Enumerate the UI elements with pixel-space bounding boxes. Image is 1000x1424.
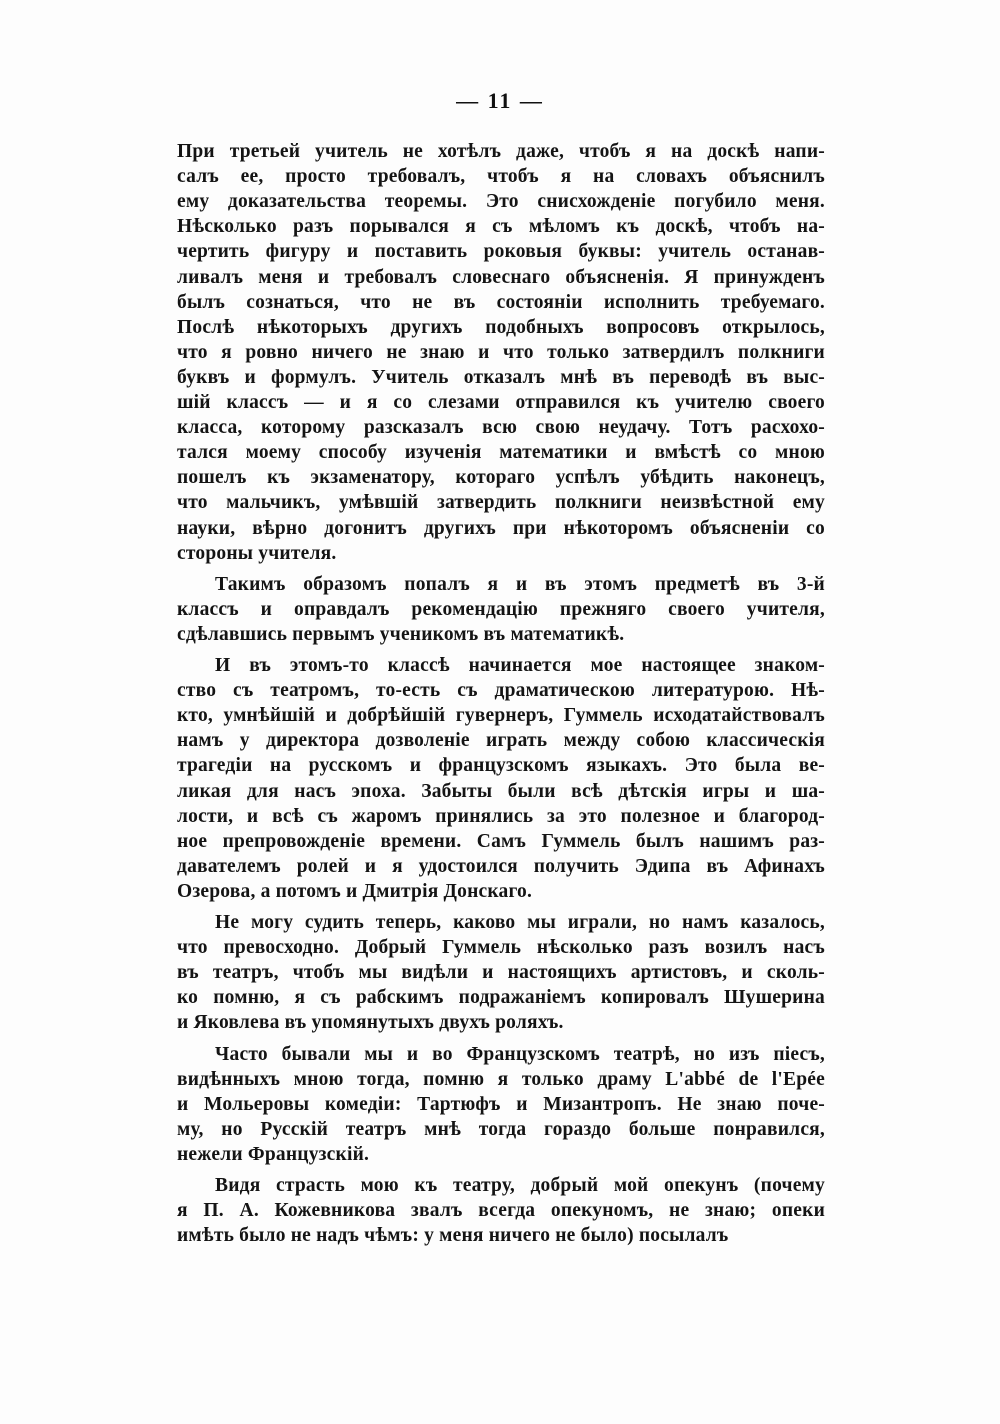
text-line: что превосходно. Добрый Гуммель нѣсколько разъ возилъ насъ	[177, 937, 825, 959]
text-line: въ театръ, чтобъ мы видѣли и настоящихъ артистовъ, и сколь-	[177, 962, 825, 984]
text-line: тался моему способу изученія математики и вмѣстѣ со мною	[177, 442, 825, 464]
text-line: ему доказательства теоремы. Это снисхожденіе погубило меня.	[177, 191, 825, 213]
text-line: нежели Французскій.	[177, 1143, 370, 1165]
text-line: И въ этомъ-то классѣ начинается мое настоящее знаком-	[215, 655, 825, 676]
text-line: му, но Русскій театръ мнѣ тогда гораздо больше понравился,	[177, 1118, 825, 1140]
text-line: намъ у директора дозволеніе играть между собою классическія	[177, 730, 825, 752]
text-line: Не могу судить теперь, каково мы играли, но намъ казалось,	[215, 912, 825, 933]
text-line: шій классъ — и я со слезами отправился къ учителю своего	[177, 392, 825, 413]
text-line: классъ и оправдалъ рекомендацію прежняго своего учителя,	[177, 598, 825, 620]
text-line: стороны учителя.	[177, 542, 337, 564]
text-line: я П. А. Кожевникова звалъ всегда опекуномъ, не знаю; опеки	[177, 1200, 825, 1222]
text-line: что мальчикъ, умѣвшій затвердить полкниги неизвѣстной ему	[177, 492, 825, 514]
text-line: имѣть было не надъ чѣмъ: у меня ничего не было) посылалъ	[177, 1225, 729, 1247]
text-line: сдѣлавшись первымъ ученикомъ въ математикѣ.	[177, 623, 625, 645]
text-line: класса, которому разсказалъ всю свою неудачу. Тотъ расхохо-	[177, 417, 825, 439]
page-number: — 11 —	[456, 88, 544, 113]
text-line: салъ ее, просто требовалъ, чтобъ я на словахъ объяснилъ	[177, 166, 825, 188]
text-line: и Мольеровы комедіи: Тартюфъ и Мизантропъ. Не знаю поче-	[177, 1093, 825, 1115]
text-line: чертить фигуру и поставить роковыя буквы: учитель останав-	[177, 241, 825, 263]
text-line: лости, и всѣ съ жаромъ принялись за это полезное и благород-	[177, 805, 825, 827]
text-line: ливалъ меня и требовалъ словеснаго объясненія. Я принужденъ	[177, 266, 825, 288]
text-line: трагедіи на русскомъ и французскомъ языкахъ. Это была ве-	[177, 755, 825, 777]
text-line: Такимъ образомъ попалъ я и въ этомъ предметѣ въ 3-й	[215, 573, 825, 595]
text-line: видѣнныхъ мною тогда, помню я только драму L'abbé de l'Epée	[177, 1068, 825, 1090]
text-line: кто, умнѣйшій и добрѣйшій гувернеръ, Гуммель исходатайствовалъ	[177, 705, 825, 727]
text-line: пошелъ къ экзаменатору, котораго успѣлъ убѣдить наконецъ,	[177, 467, 825, 489]
text-line: что я ровно ничего не знаю и что только затвердилъ полкниги	[177, 341, 825, 363]
text-line: давателемъ ролей и я удостоился получить Эдипа въ Афинахъ	[177, 855, 825, 877]
text-line: ное препровожденіе времени. Самъ Гуммель былъ нашимъ раз-	[177, 830, 825, 852]
text-line: былъ сознаться, что не въ состояніи исполнить требуемаго.	[177, 291, 825, 313]
text-line: буквъ и формулъ. Учитель отказалъ мнѣ въ переводѣ въ выс-	[177, 366, 825, 388]
text-line: ко помню, я съ рабскимъ подражаніемъ копировалъ Шушерина	[177, 987, 825, 1009]
text-line: Послѣ нѣкоторыхъ другихъ подобныхъ вопросовъ открылось,	[177, 316, 825, 338]
text-line: ликая для насъ эпоха. Забыты были всѣ дѣтскія игры и ша-	[177, 780, 825, 802]
text-line: и Яковлева въ упомянутыхъ двухъ роляхъ.	[177, 1012, 564, 1034]
text-line: ство съ театромъ, то-есть съ драматическою литературою. Нѣ-	[177, 680, 825, 702]
text-line: При третьей учитель не хотѣлъ даже, чтобъ я на доскѣ напи-	[177, 141, 825, 162]
text-line: Видя страсть мою къ театру, добрый мой опекунъ (почему	[215, 1175, 825, 1196]
text-line: науки, вѣрно догонитъ другихъ при нѣкоторомъ объясненіи со	[177, 517, 825, 539]
text-line: Озерова, а потомъ и Дмитрія Донскаго.	[177, 880, 533, 902]
text-line: Нѣсколько разъ порывался я съ мѣломъ къ доскѣ, чтобъ на-	[177, 216, 825, 238]
text-line: Часто бывали мы и во Французскомъ театрѣ, но изъ піесъ,	[215, 1043, 825, 1065]
